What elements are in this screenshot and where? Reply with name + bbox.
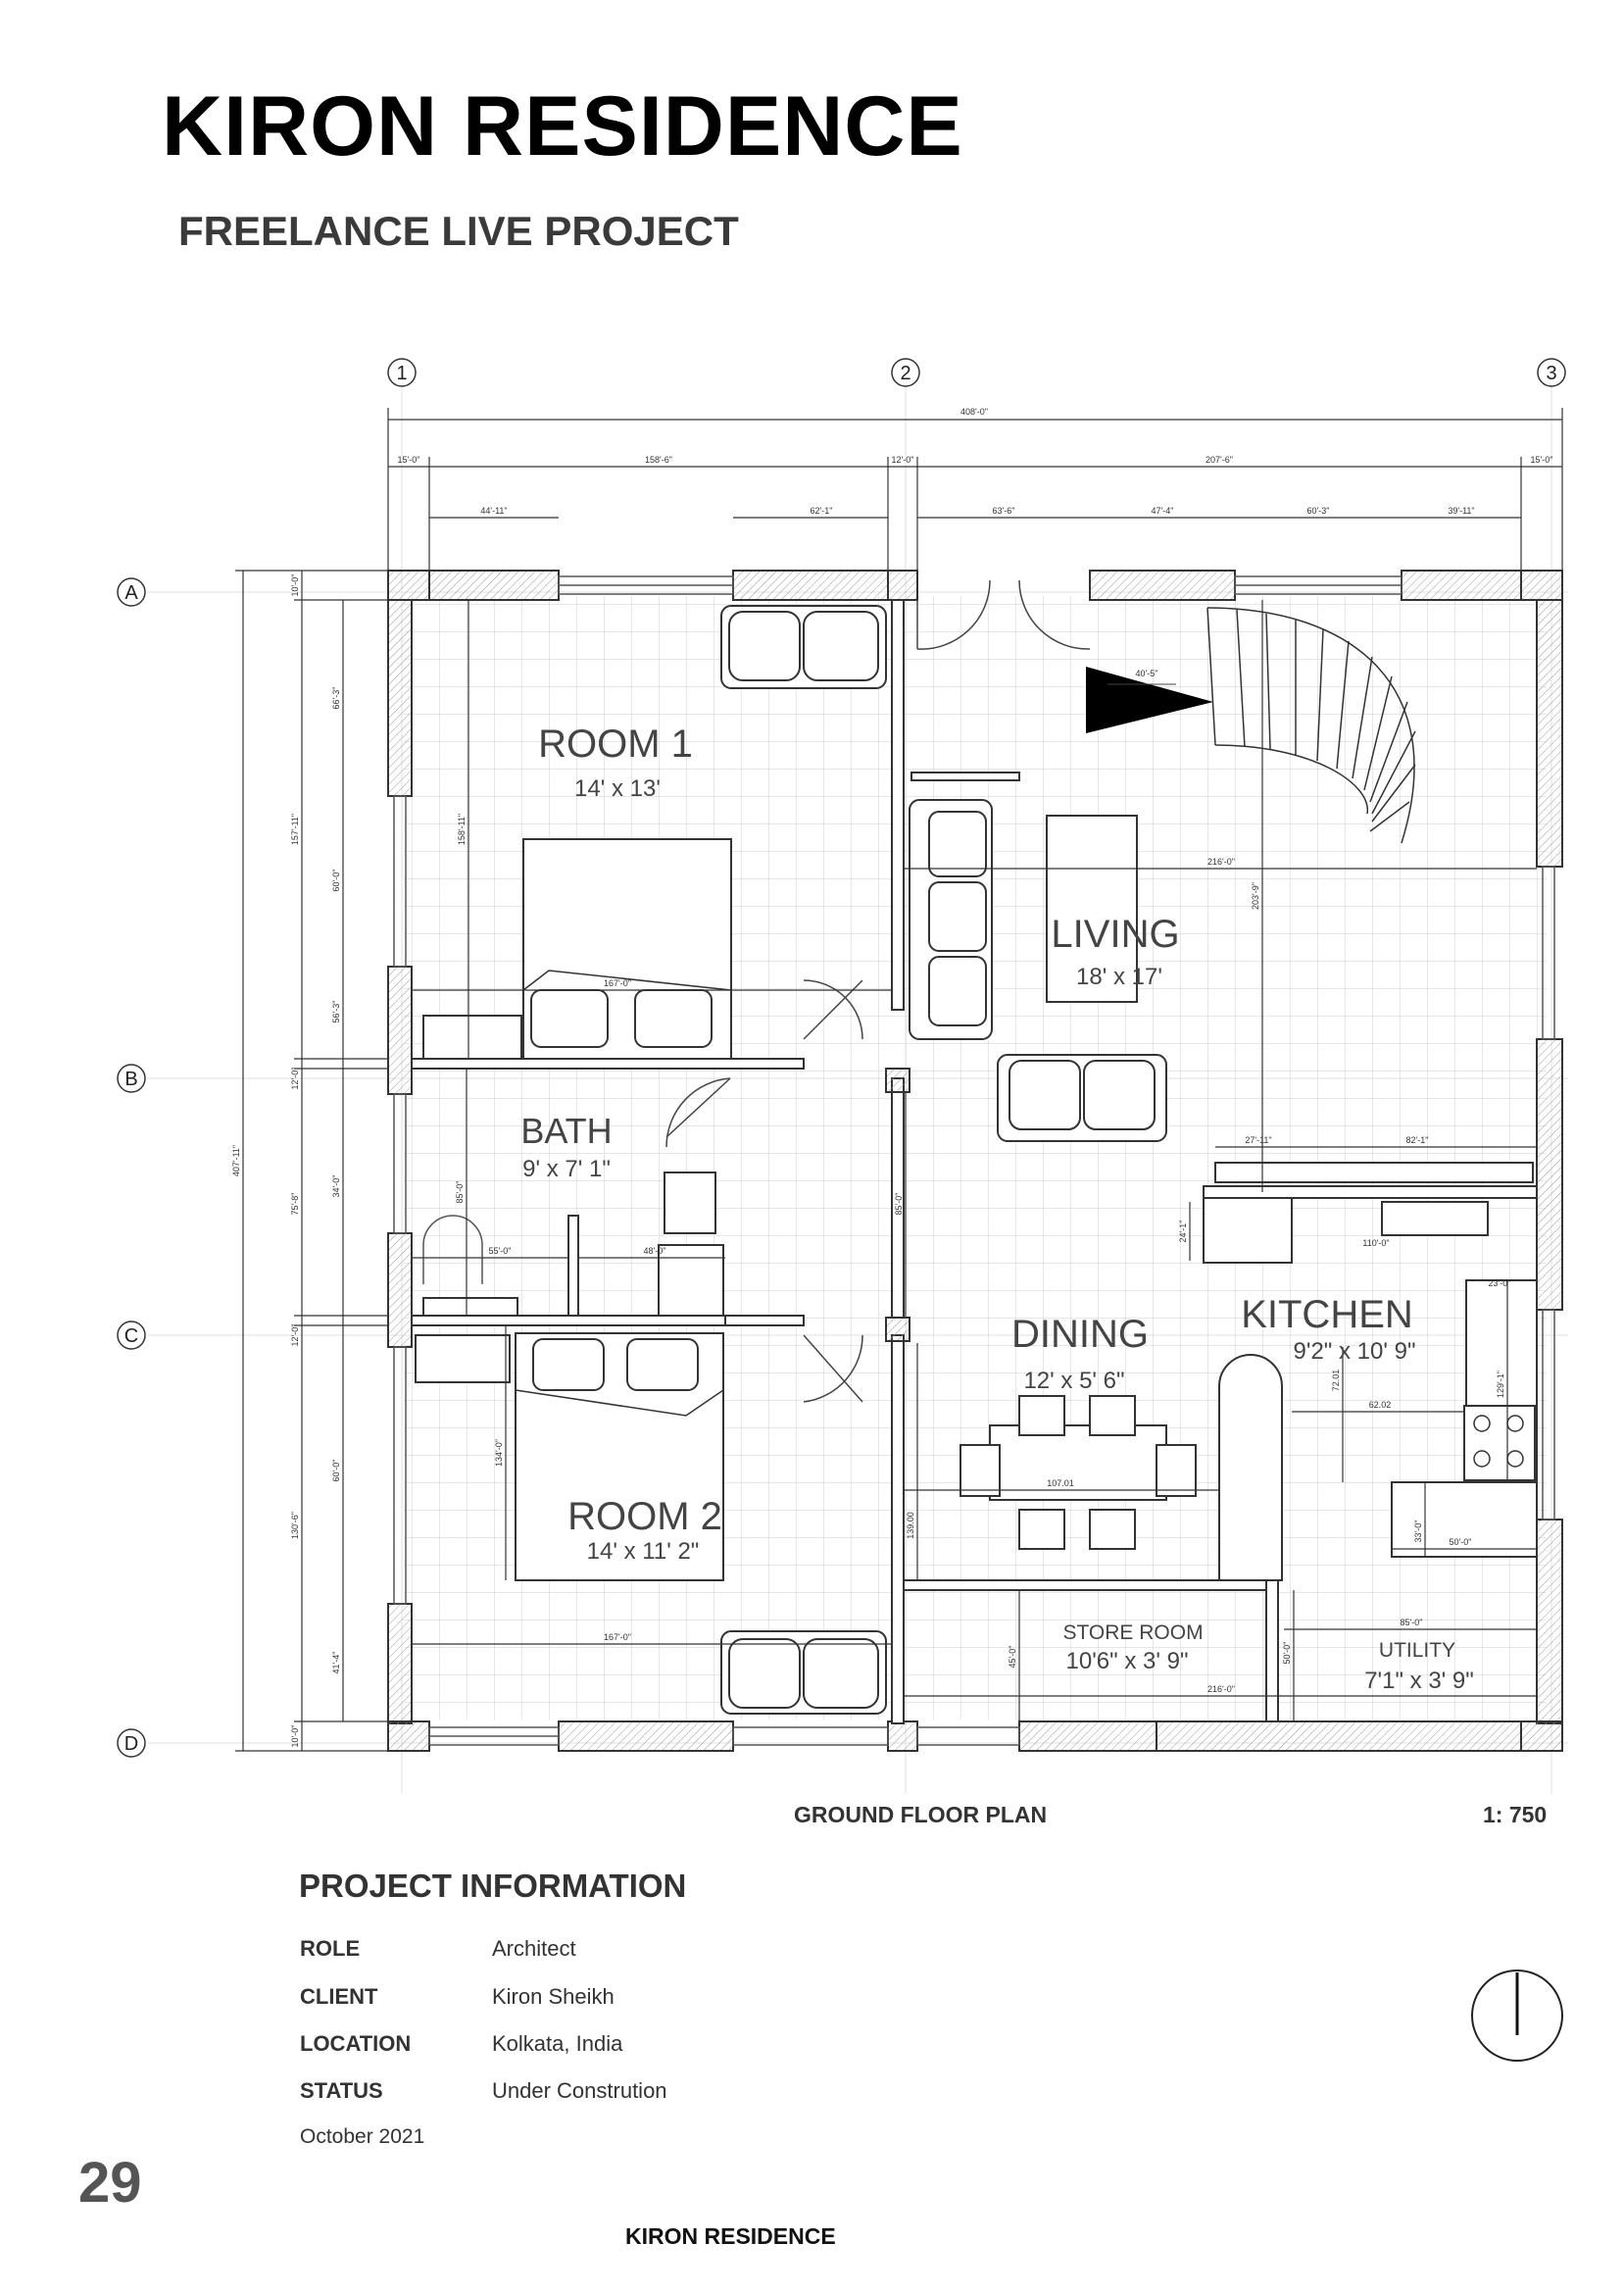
page-subtitle: FREELANCE LIVE PROJECT [178,208,739,254]
dim-k50: 50'-0" [1449,1537,1472,1547]
status-label: STATUS [300,2078,383,2103]
dim-kitchen-right: 23'-0" [1488,1278,1511,1288]
project-date: October 2021 [300,2125,425,2148]
dim-left-a-6: 130'-6" [290,1512,300,1539]
page-number: 29 [78,2151,142,2215]
room-1-size: 14' x 13' [574,775,661,802]
dim-counter-width: 110'-0" [1362,1238,1390,1248]
dim-utility-height: 50'-0" [1282,1641,1292,1665]
status-value: Under Constrution [492,2078,667,2103]
grid-label-2: 2 [900,363,911,384]
store-room-label: STORE ROOM [1062,1621,1204,1644]
grid-label-c: C [123,1325,139,1347]
role-value: Architect [492,1936,576,1961]
dim-top-1: 15'-0" [397,455,420,465]
bath-label: BATH [520,1111,613,1151]
plan-scale: 1: 750 [1483,1802,1548,1827]
dim-room2-height: 134'-0" [494,1439,504,1467]
dim-left-b-4: 34'-0" [331,1174,341,1198]
dim-dining-width: 107.01 [1047,1478,1074,1488]
dim-bath-w2: 48'-0" [643,1246,666,1256]
dim-room1-width: 167'-0" [604,978,631,988]
dim-kitchen-side: 129'-1" [1496,1371,1505,1398]
role-label: ROLE [300,1936,361,1961]
dim-window-6: 39'-11" [1448,506,1475,516]
dim-left-b-1: 66'-3" [331,686,341,710]
client-value: Kiron Sheikh [492,1984,615,2009]
utility-label: UTILITY [1378,1639,1456,1662]
dim-window-5: 60'-3" [1306,506,1330,516]
dim-kitchen-h: 72.01 [1331,1369,1341,1392]
dim-left-a-3: 12'-0" [290,1067,300,1090]
project-info-heading: PROJECT INFORMATION [299,1868,687,1904]
room-1-label: ROOM 1 [538,723,693,766]
grid-label-3: 3 [1546,363,1557,384]
grid-label-1: 1 [396,363,408,384]
page-title: KIRON RESIDENCE [162,79,963,174]
dim-top-5: 15'-0" [1530,455,1553,465]
grid-label-b: B [124,1069,138,1090]
grid-label-d: D [123,1733,139,1755]
living-size: 18' x 17' [1076,964,1162,990]
dim-kitchen-w: 62.02 [1368,1400,1392,1410]
kitchen-label: KITCHEN [1241,1293,1413,1336]
room-2-label: ROOM 2 [567,1495,722,1538]
dim-utility-width: 85'-0" [1400,1618,1423,1627]
dim-left-a-4: 75'-8" [290,1192,300,1216]
dim-window-1: 44'-11" [480,506,508,516]
dim-kitchen-top-1: 27'-11" [1245,1135,1272,1145]
dim-overall-width: 408'-0" [960,407,988,417]
dim-left-b-3: 56'-3" [331,1000,341,1023]
dim-stair: 40'-5" [1135,669,1158,678]
dim-top-4: 207'-6" [1206,455,1233,465]
client-label: CLIENT [300,1984,378,2009]
dim-room1-height: 158'-11" [457,813,467,846]
dim-k33: 33'-0" [1413,1520,1423,1543]
dim-overall-height: 407'-11" [231,1144,241,1177]
plan-caption: GROUND FLOOR PLAN [794,1802,1048,1827]
dim-top-3: 12'-0" [891,455,914,465]
location-label: LOCATION [300,2031,412,2056]
dim-left-b-2: 60'-0" [331,869,341,892]
dim-left-a-7: 10'-0" [290,1724,300,1748]
dim-room2-width: 167'-0" [604,1632,631,1642]
dim-corridor-height: 85'-0" [894,1192,904,1216]
store-room-size: 10'6" x 3' 9" [1065,1648,1189,1674]
footer-title: KIRON RESIDENCE [625,2223,836,2249]
dining-size: 12' x 5' 6" [1023,1368,1125,1394]
dim-window-4: 47'-4" [1151,506,1174,516]
dim-left-a-2: 157'-11" [290,813,300,846]
dim-bath-height: 85'-0" [455,1180,465,1204]
dim-living-width: 216'-0" [1207,857,1235,867]
living-label: LIVING [1051,913,1180,956]
dim-top-2: 158'-6" [645,455,672,465]
dim-living-height: 203'-9" [1251,882,1260,910]
dim-counter-depth: 24'-1" [1178,1220,1188,1243]
dim-store-height: 45'-0" [1008,1645,1017,1669]
grid-label-a: A [124,582,138,604]
location-value: Kolkata, India [492,2031,623,2056]
utility-size: 7'1" x 3' 9" [1364,1668,1474,1694]
dim-dining-height: 139.00 [906,1512,915,1539]
dim-window-2: 62'-1" [810,506,833,516]
room-2-size: 14' x 11' 2" [586,1538,700,1565]
dim-left-a-5: 12'-0" [290,1323,300,1347]
kitchen-size: 9'2" x 10' 9" [1293,1338,1416,1365]
dim-window-3: 63'-6" [992,506,1015,516]
dim-kitchen-top-2: 82'-1" [1405,1135,1429,1145]
dim-bath-w1: 55'-0" [488,1246,512,1256]
dim-bottom-width: 216'-0" [1207,1684,1235,1694]
bath-size: 9' x 7' 1" [522,1156,611,1182]
dim-left-a-1: 10'-0" [290,573,300,597]
dim-left-b-6: 41'-4" [331,1651,341,1674]
dining-label: DINING [1011,1313,1149,1356]
dim-left-b-5: 60'-0" [331,1459,341,1482]
